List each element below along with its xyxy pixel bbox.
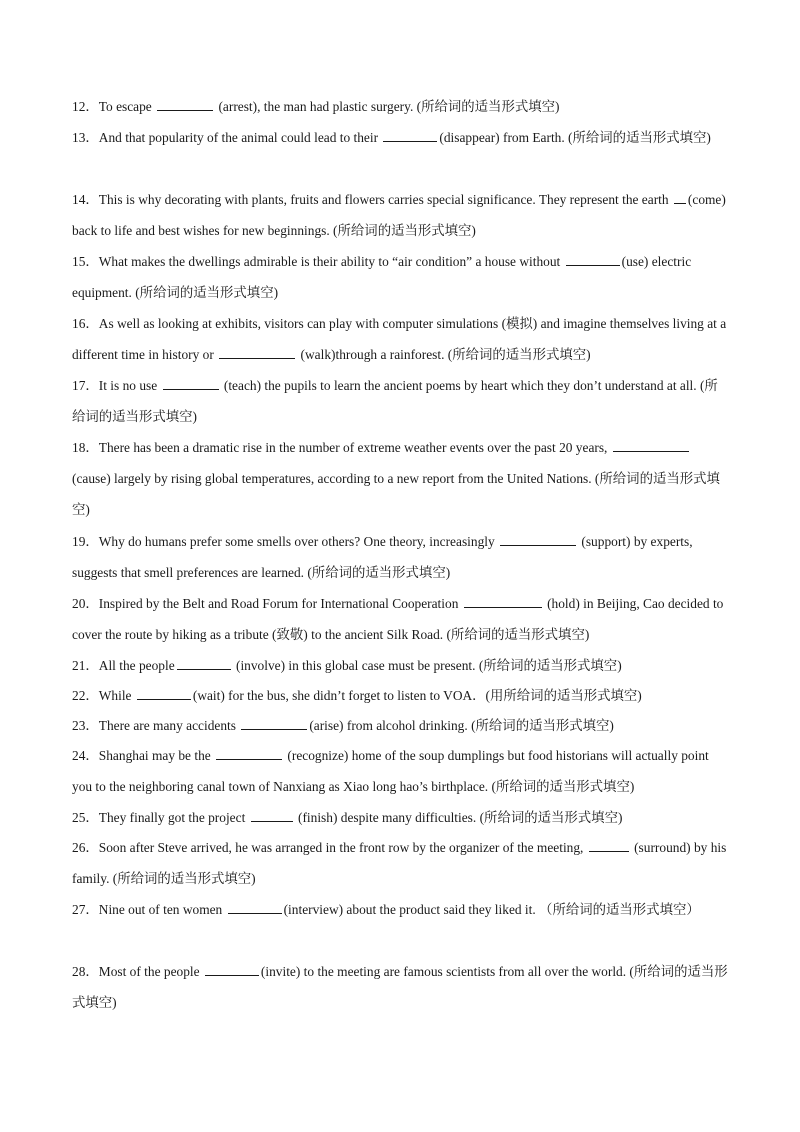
question-13: 13．And that popularity of the animal could lead to their (disappear) from Earth. (所给词的适当形式填空) xyxy=(72,130,711,145)
answer-blank[interactable] xyxy=(251,809,293,822)
answer-blank[interactable] xyxy=(219,346,295,359)
question-27: 27．Nine out of ten women (interview) about the product said they liked it. （所给词的适当形式填空） xyxy=(72,902,700,917)
question-15: 15．What makes the dwellings admirable is their ability to “air condition” a house without (use) electric equipment. (所给词的适当形式填空) xyxy=(72,254,692,300)
answer-blank[interactable] xyxy=(177,657,231,670)
answer-blank[interactable] xyxy=(500,533,576,546)
answer-blank[interactable] xyxy=(228,901,282,914)
answer-blank[interactable] xyxy=(613,439,689,452)
answer-blank[interactable] xyxy=(157,98,213,111)
answer-blank[interactable] xyxy=(137,687,191,700)
question-22: 22．While (wait) for the bus, she didn’t forget to listen to VOA．(用所给词的适当形式填空) xyxy=(72,688,642,703)
answer-blank[interactable] xyxy=(216,747,282,760)
question-12: 12．To escape (arrest), the man had plastic surgery. (所给词的适当形式填空) xyxy=(72,99,560,114)
question-26: 26．Soon after Steve arrived, he was arranged in the front row by the organizer of the meeting, (surround) by his family. (所给词的适当形式填空) xyxy=(72,840,727,886)
question-19: 19．Why do humans prefer some smells over others? One theory, increasingly (support) by experts, suggests that smell preferences are learned. (所给词的适当形式填空) xyxy=(72,534,693,580)
answer-blank[interactable] xyxy=(566,253,620,266)
answer-blank[interactable] xyxy=(205,963,259,976)
question-14: 14．This is why decorating with plants, fruits and flowers carries special significance. They represent the earth (come) back to life and best wishes for new beginnings. (所给词的适当形式填空) xyxy=(72,192,726,238)
question-20: 20．Inspired by the Belt and Road Forum for International Cooperation (hold) in Beijing, Cao decided to cover the route by hiking as a tribute (致敬) to the ancient Silk Road. (所给词的适当形式填空) xyxy=(72,596,724,642)
answer-blank[interactable] xyxy=(383,129,437,142)
answer-blank[interactable] xyxy=(163,377,219,390)
answer-blank[interactable] xyxy=(464,595,542,608)
answer-blank[interactable] xyxy=(241,717,307,730)
question-17: 17．It is no use (teach) the pupils to learn the ancient poems by heart which they don’t understand at all. (所给词的适当形式填空) xyxy=(72,378,718,424)
answer-blank[interactable] xyxy=(589,839,629,852)
question-21: 21．All the people (involve) in this global case must be present. (所给词的适当形式填空) xyxy=(72,658,622,673)
question-16: 16．As well as looking at exhibits, visitors can play with computer simulations (模拟) and imagine themselves living at a different time in history or (walk)through a rainforest. (所给词的适当形式填空) xyxy=(72,316,727,362)
answer-blank[interactable] xyxy=(674,191,686,204)
question-25: 25．They finally got the project (finish) despite many difficulties. (所给词的适当形式填空) xyxy=(72,810,623,825)
question-28: 28．Most of the people (invite) to the meeting are famous scientists from all over the world. (所给词的适当形式填空) xyxy=(72,964,728,1010)
question-18: 18．There has been a dramatic rise in the number of extreme weather events over the past 20 years, (cause) largely by rising global temperatures, according to a new report from the United Nations. (所给词的适当形式填空) xyxy=(72,440,720,517)
question-23: 23．There are many accidents (arise) from alcohol drinking. (所给词的适当形式填空) xyxy=(72,718,614,733)
question-24: 24．Shanghai may be the (recognize) home of the soup dumplings but food historians will actually point you to the neighboring canal town of Nanxiang as Xiao long hao’s birthplace. (所给词的适当形式填空) xyxy=(72,748,709,794)
